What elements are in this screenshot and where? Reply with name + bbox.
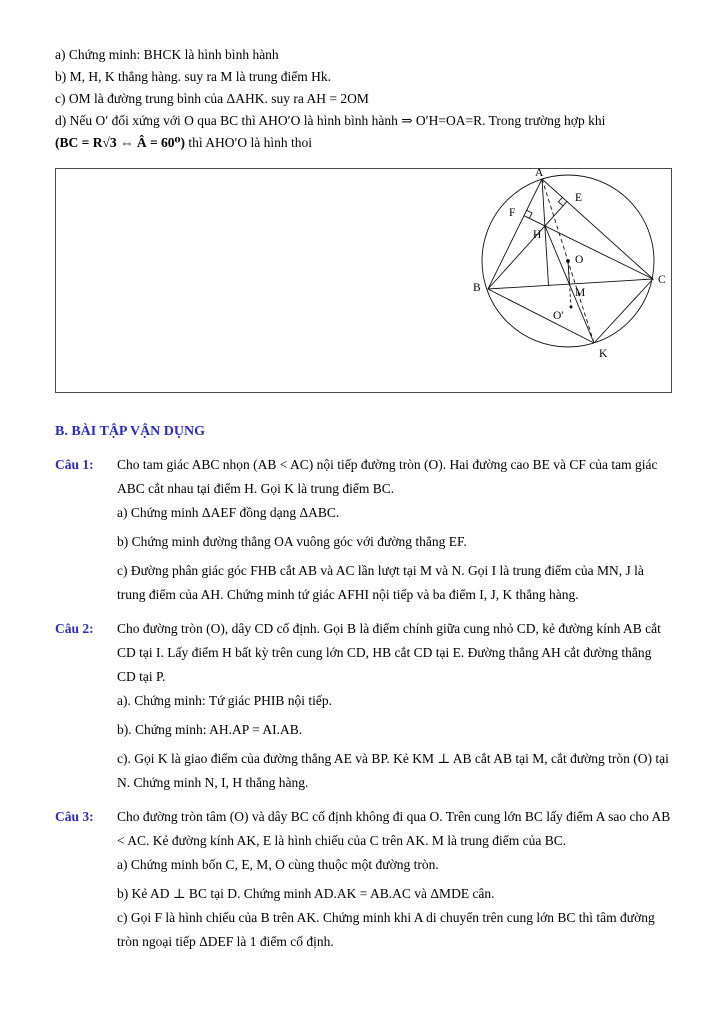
center-point-o [566, 259, 570, 263]
right-angle-mark-e [558, 197, 563, 205]
section-heading: B. BÀI TẬP VẬN DỤNG [55, 424, 206, 439]
solution-item-d: d) Nếu O′ đối xứng với O qua BC thì AHO′O là hình bình hành ⇒ O′H=OA=R. Trong trường hợp khi [55, 113, 606, 128]
point-label-o: O [575, 254, 584, 266]
solution-list [55, 44, 672, 154]
question-3-intro: Cho đường tròn tâm (O) và dây BC cố định không đi qua O. Trên cung lớn BC lấy điểm A sao cho AB < AC. Kẻ đường kính AK, E là hình chiếu của C trên AK. M là trung điểm của BC. [117, 809, 671, 848]
point-label-a: A [535, 167, 544, 179]
question-1-intro: Cho tam giác ABC nhọn (AB < AC) nội tiếp đường tròn (O). Hai đường cao BE và CF của tam giác ABC cắt nhau tại điểm H. Gọi K là trung điểm BC. [117, 457, 658, 496]
point-label-m: M [575, 287, 586, 299]
segment-ck [594, 279, 653, 343]
question-2 [55, 617, 672, 795]
question-3 [55, 805, 672, 954]
question-1-part-b: b) Chứng minh đường thẳng OA vuông góc với đường thẳng EF. [117, 534, 467, 549]
question-1-part-a: a) Chứng minh ΔAEF đồng dạng ΔABC. [117, 505, 340, 520]
question-3-part-b: b) Kẻ AD ⊥ BC tại D. Chứng minh AD.AK = AB.AC và ΔMDE cân. [117, 886, 495, 901]
solution-item-a: a) Chứng minh: BHCK là hình bình hành [55, 47, 279, 62]
question-2-intro: Cho đường tròn (O), dây CD cố định. Gọi B là điểm chính giữa cung nhỏ CD, kẻ đường kính AB cắt CD tại I. Lấy điểm H bất kỳ trên cung lớn CD, HB cắt CD tại E. Đường thẳng AH cắt đường thẳng CD tại P. [117, 621, 661, 684]
formula-tail: thì AHO′O là hình thoi [184, 135, 313, 150]
question-2-part-a: a). Chứng minh: Tứ giác PHIB nội tiếp. [117, 693, 332, 708]
question-3-body [117, 805, 672, 954]
altitude-cf [524, 216, 653, 279]
solution-item-b: b) M, H, K thẳng hàng. suy ra M là trung điểm Hk. [55, 69, 331, 84]
question-1-label: Câu 1: [55, 457, 94, 472]
question-2-part-b: b). Chứng minh: AH.AP = AI.AB. [117, 722, 303, 737]
point-o-prime [570, 306, 573, 309]
question-3-label: Câu 3: [55, 809, 94, 824]
question-1 [55, 453, 672, 607]
question-3-part-a: a) Chứng minh bốn C, E, M, O cùng thuộc một đường tròn. [117, 857, 439, 872]
point-label-e: E [575, 192, 583, 204]
question-3-part-c: c) Gọi F là hình chiếu của B trên AK. Chứng minh khi A di chuyển trên cung lớn BC thì tâm đường tròn ngoại tiếp ΔDEF là 1 điểm cố định. [117, 910, 655, 949]
question-1-body [117, 453, 672, 607]
formula-bold-part: (BC = R√3 ⇔ Â = 60⁰) [55, 135, 185, 150]
point-label-b: B [473, 282, 481, 294]
question-2-body [117, 617, 672, 795]
solution-item-c: c) OM là đường trung bình của ΔAHK. suy ra AH = 2OM [55, 91, 369, 106]
point-label-k: K [599, 348, 608, 360]
point-label-h: H [533, 229, 542, 241]
point-label-f: F [509, 207, 516, 219]
point-label-o-prime: O′ [553, 310, 564, 322]
question-2-label: Câu 2: [55, 621, 94, 636]
figure-box [55, 168, 672, 393]
question-1-part-c: c) Đường phân giác góc FHB cắt AB và AC lần lượt tại M và N. Gọi I là trung điểm của MN, J là trung điểm của AH. Chứng minh tứ giác AFHI nội tiếp và ba điểm I, J, K thẳng hàng. [117, 563, 644, 602]
point-label-c: C [658, 274, 666, 286]
condition-formula [55, 132, 672, 154]
altitude-be [488, 201, 567, 289]
question-2-part-c: c). Gọi K là giao điểm của đường thẳng AE và BP. Kẻ KM ⊥ AB cắt AB tại M, cắt đường tròn (O) tại N. Chứng minh N, I, H thẳng hàng. [117, 751, 669, 790]
